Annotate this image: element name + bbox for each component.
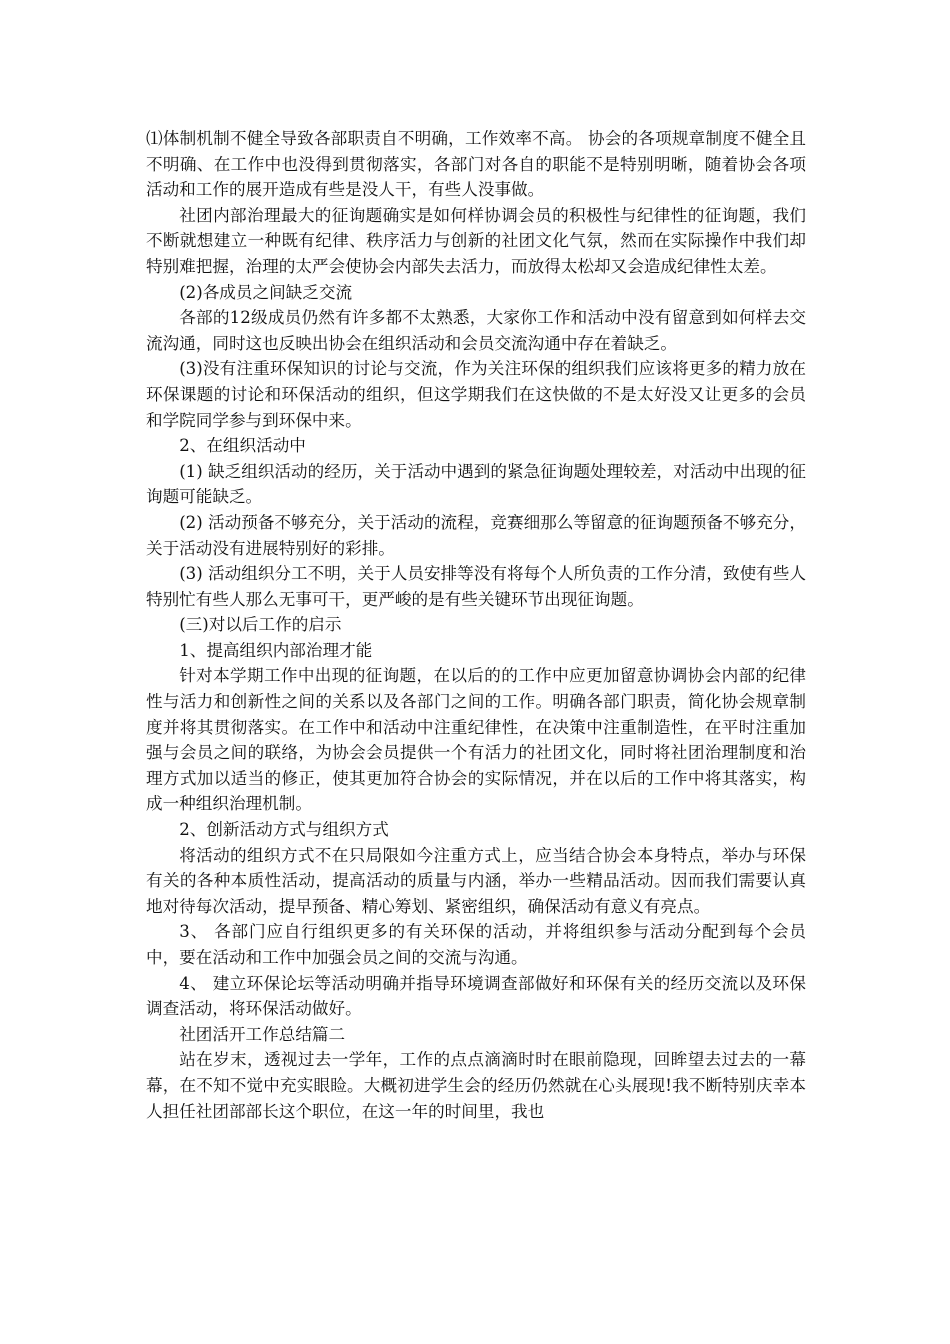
heading-summary-part-two: 社团活开工作总结篇二 xyxy=(179,1024,346,1044)
paragraph-system-issues: ⑴体制机制不健全导致各部职责自不明确，工作效率不高。 协会的各项规章制度不健全且不明确、在工作中也没得到贯彻落实，各部门对各自的职能不是特别明晰，随着协会各项活动和工作的展开造成有些是没人干，有些人没事做。 xyxy=(146,129,806,200)
paragraph-unclear-division: (3) 活动组织分工不明，关于人员安排等没有将每个人所负责的工作分清，致使有些人特别忙有些人那么无事可干，更严峻的是有些关键环节出现征询题。 xyxy=(146,564,806,609)
heading-lack-of-communication: (2)各成员之间缺乏交流 xyxy=(179,282,353,302)
paragraph-management-plan: 针对本学期工作中出现的征询题，在以后的的工作中应更加留意协调协会内部的纪律性与活力和创新性之间的关系以及各部门之间的工作。明确各部门职责，简化协会规章制度并将其贯彻落实。在工作中和活动中注重纪律性，在决策中注重制造性，在平时注重加强与会员之间的联络，为协会会员提供一个有活力的社团文化，同时将社团治理制度和治理方式加以适当的修正，使其更加符合协会的实际情况，并在以后的工作中将其落实，构成一种组织治理机制。 xyxy=(146,666,806,814)
document-body xyxy=(146,126,806,1124)
heading-future-lessons: (三)对以后工作的启示 xyxy=(179,615,342,635)
heading-in-activities: 2、在组织活动中 xyxy=(179,436,306,456)
paragraph-members-unfamiliar: 各部的12级成员仍然有许多都不太熟悉，大家你工作和活动中没有留意到如何样去交流沟通，同时这也反映出协会在组织活动和会员交流沟通中存在着缺乏。 xyxy=(146,308,806,353)
paragraph-lack-experience: (1) 缺乏组织活动的经历，关于活动中遇到的紧急征询题处理较差，对活动中出现的征询题可能缺乏。 xyxy=(146,461,806,507)
paragraph-activity-innovation: 将活动的组织方式不在只局限如今注重方式上，应当结合协会本身特点，举办与环保有关的各种本质性活动，提高活动的质量与内涵，举办一些精品活动。因而我们需要认真地对待每次活动，提早预备、精心筹划、紧密组织，确保活动有意义有亮点。 xyxy=(146,845,806,916)
paragraph-insufficient-preparation: (2) 活动预备不够充分，关于活动的流程，竞赛细那么等留意的征询题预备不够充分，关于活动没有进展特别好的彩排。 xyxy=(146,512,806,558)
paragraph-environmental-forum: 4、 建立环保论坛等活动明确并指导环境调查部做好和环保有关的经历交流以及环保调查活动，将环保活动做好。 xyxy=(146,973,806,1019)
paragraph-year-end-reflection: 站在岁末，透视过去一学年，工作的点点滴滴时时在眼前隐现，回眸望去过去的一幕幕，在不知不觉中充实眼睑。大概初进学生会的经历仍然就在心头展现!我不断特别庆幸本人担任社团部部长这个职位，在这一年的时间里，我也 xyxy=(146,1050,806,1121)
paragraph-departments-organize: 3、 各部门应自行组织更多的有关环保的活动，并将组织参与活动分配到每个会员中，要在活动和工作中加强会员之间的交流与沟通。 xyxy=(146,922,806,967)
paragraph-environmental-knowledge: (3)没有注重环保知识的讨论与交流，作为关注环保的组织我们应该将更多的精力放在环保课题的讨论和环保活动的组织，但这学期我们在这快做的不是太好没又让更多的会员和学院同学参与到环保中来。 xyxy=(146,359,806,430)
heading-improve-management: 1、提高组织内部治理才能 xyxy=(179,640,373,660)
heading-innovate-activities: 2、创新活动方式与组织方式 xyxy=(179,820,389,840)
paragraph-internal-governance: 社团内部治理最大的征询题确实是如何样协调会员的积极性与纪律性的征询题，我们不断就想建立一种既有纪律、秩序活力与创新的社团文化气氛，然而在实际操作中我们却特别难把握，治理的太严会使协会内部失去活力，而放得太松却又会造成纪律性太差。 xyxy=(146,205,806,276)
